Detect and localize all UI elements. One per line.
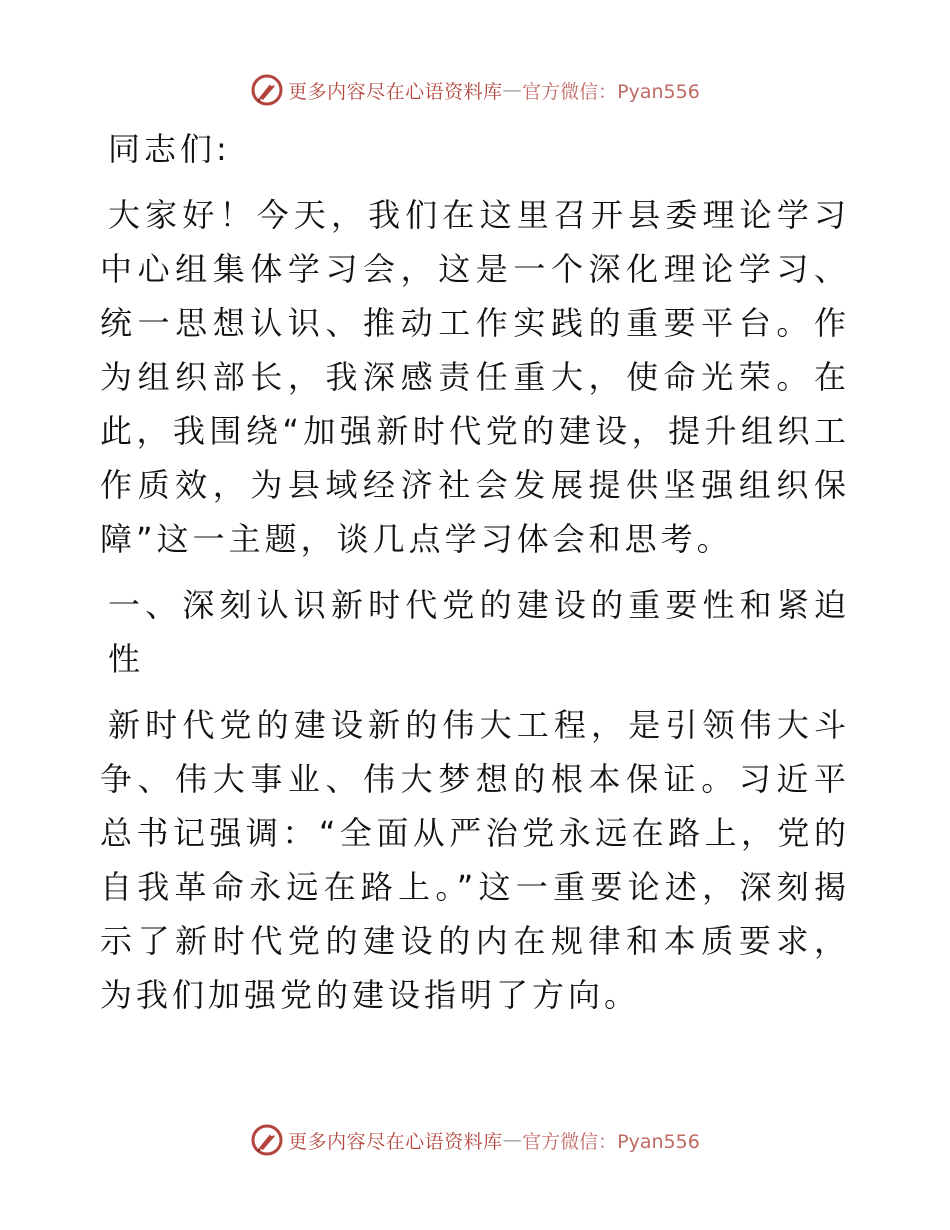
watermark-dash: — <box>502 79 523 101</box>
paragraph-opening: 大家好！今天，我们在这里召开县委理论学习中心组集体学习会，这是一个深化理论学习、统一思想认识、推动工作实践的重要平台。作为组织部长，我深感责任重大，使命光荣。在此，我围绕“加强新时代党的建设，提升组织工作质效，为县域经济社会发展提供坚强组织保障”这一主题，谈几点学习体会和思考。 <box>100 196 850 558</box>
watermark-wechat: 官方微信：Pyan556 <box>522 1130 700 1153</box>
pen-logo-icon <box>250 73 284 107</box>
header-watermark <box>0 70 950 110</box>
paragraph-section-1: 新时代党的建设新的伟大工程，是引领伟大斗争、伟大事业、伟大梦想的根本保证。习近平总书记强调：“全面从严治党永远在路上，党的自我革命永远在路上。”这一重要论述，深刻揭示了新时代党的建设的内在规律和本质要求，为我们加强党的建设指明了方向。 <box>100 706 850 1014</box>
watermark-wechat: 官方微信：Pyan556 <box>522 80 700 103</box>
watermark-dash: — <box>502 1129 523 1151</box>
pen-logo-icon <box>250 1123 284 1157</box>
document-body <box>100 122 850 1022</box>
footer-watermark <box>0 1120 950 1160</box>
section-heading-1: 一、深刻认识新时代党的建设的重要性和紧迫性 <box>108 586 850 678</box>
watermark-text: 更多内容尽在心语资料库 <box>288 80 503 103</box>
watermark-text: 更多内容尽在心语资料库 <box>288 1130 503 1153</box>
greeting: 同志们: <box>108 130 231 168</box>
